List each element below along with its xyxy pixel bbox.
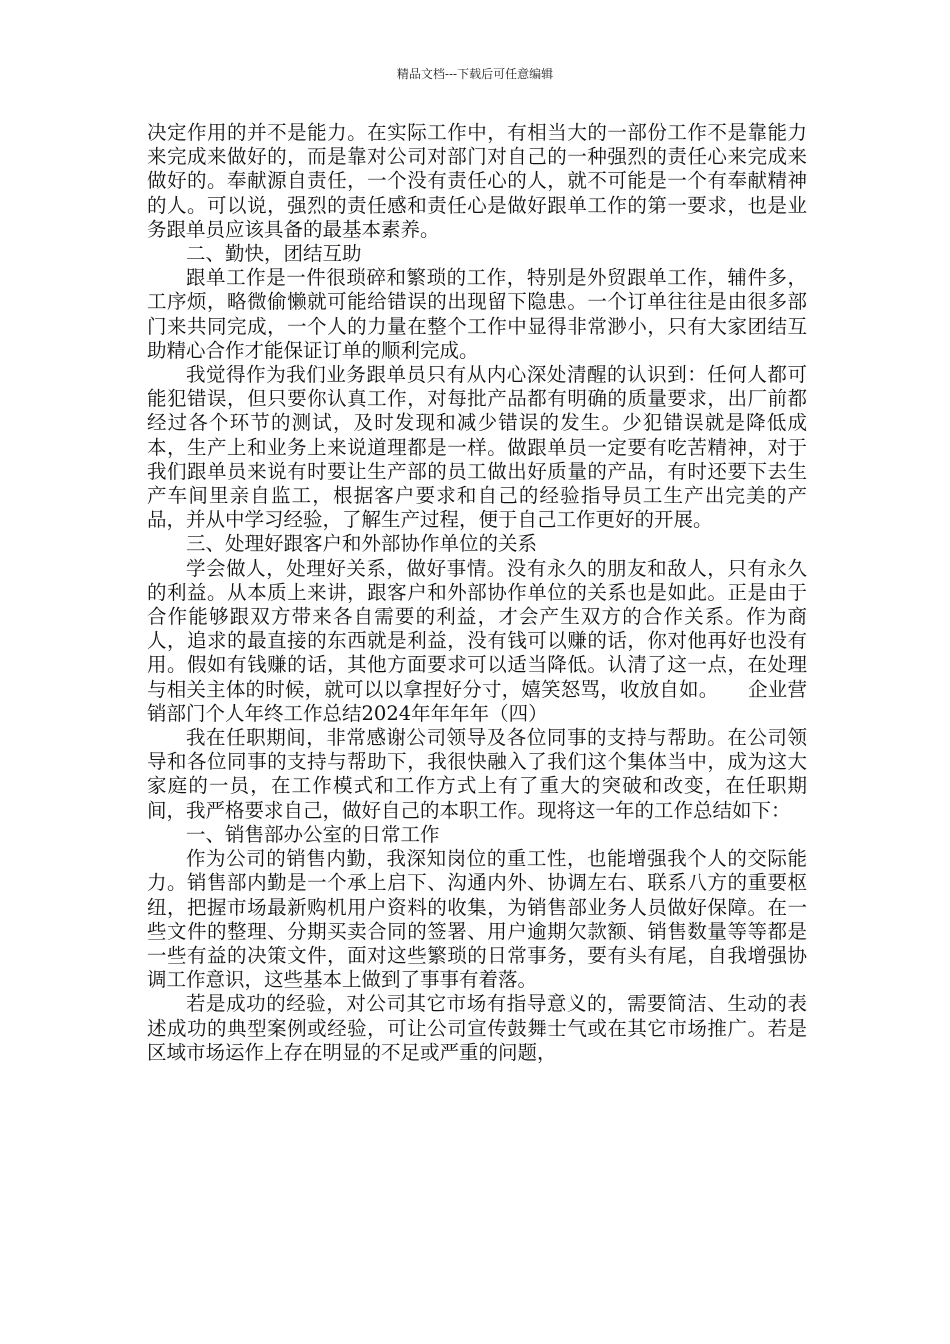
paragraph: 跟单工作是一件很琐碎和繁琐的工作，特别是外贸跟单工作，辅件多，工序烦，略微偷懒就可能给错误的出现留下隐患。一个订单往往是由很多部门来共同完成，一个人的力量在整个工作中显得非常渺小，只有大家团结互助精心合作才能保证订单的顺利完成。: [147, 266, 807, 362]
paragraph: 决定作用的并不是能力。在实际工作中，有相当大的一部份工作不是靠能力来完成来做好的，而是靠对公司对部门对自己的一种强烈的责任心来完成来做好的。奉献源自责任，一个没有责任心的人，就不可能是一个有奉献精神的人。可以说，强烈的责任感和责任心是做好跟单工作的第一要求，也是业务跟单员应该具备的最基本素养。: [147, 121, 807, 241]
paragraph: 我在任职期间，非常感谢公司领导及各位同事的支持与帮助。在公司领导和各位同事的支持与帮助下，我很快融入了我们这个集体当中，成为这大家庭的一员，在工作模式和工作方式上有了重大的突破和改变，在任职期间，我严格要求自己，做好自己的本职工作。现将这一年的工作总结如下：: [147, 726, 807, 822]
section-heading: 二、勤快，团结互助: [186, 242, 362, 266]
document-body: [147, 121, 807, 1065]
section-heading: 一、销售部办公室的日常工作: [186, 822, 440, 846]
paragraph: 若是成功的经验，对公司其它市场有指导意义的，需要简洁、生动的表述成功的典型案例或经验，可让公司宣传鼓舞士气或在其它市场推广。若是区域市场运作上存在明显的不足或严重的问题，: [147, 992, 807, 1064]
paragraph: 学会做人，处理好关系，做好事情。没有永久的朋友和敌人，只有永久的利益。从本质上来讲，跟客户和外部协作单位的关系也是如此。正是由于合作能够跟双方带来各自需要的利益，才会产生双方的合作关系。作为商人，追求的最直接的东西就是利益，没有钱可以赚的话，你对他再好也没有用。假如有钱赚的话，其他方面要求可以适当降低。认清了这一点，在处理与相关主体的时候，就可以以拿捏好分寸，嬉笑怒骂，收放自如。 企业营销部门个人年终工作总结2024年年年年（四）: [147, 556, 807, 725]
paragraph: 作为公司的销售内勤，我深知岗位的重工性，也能增强我个人的交际能力。销售部内勤是一个承上启下、沟通内外、协调左右、联系八方的重要枢纽，把握市场最新购机用户资料的收集，为销售部业务人员做好保障。在一些文件的整理、分期买卖合同的签署、用户逾期欠款额、销售数量等等都是一些有益的决策文件，面对这些繁琐的日常事务，要有头有尾，自我增强协调工作意识，这些基本上做到了事事有着落。: [147, 847, 807, 992]
page-header: 精品文档---下载后可任意编辑: [396, 67, 554, 81]
section-heading: 三、处理好跟客户和外部协作单位的关系: [186, 532, 538, 556]
paragraph: 我觉得作为我们业务跟单员只有从内心深处清醒的认识到：任何人都可能犯错误，但只要你认真工作，对每批产品都有明确的质量要求，出厂前都经过各个环节的测试，及时发现和减少错误的发生。少犯错误就是降低成本，生产上和业务上来说道理都是一样。做跟单员一定要有吃苦精神，对于我们跟单员来说有时要让生产部的员工做出好质量的产品，有时还要下去生产车间里亲自监工，根据客户要求和自己的经验指导员工生产出完美的产品，并从中学习经验，了解生产过程，便于自己工作更好的开展。: [147, 363, 807, 532]
